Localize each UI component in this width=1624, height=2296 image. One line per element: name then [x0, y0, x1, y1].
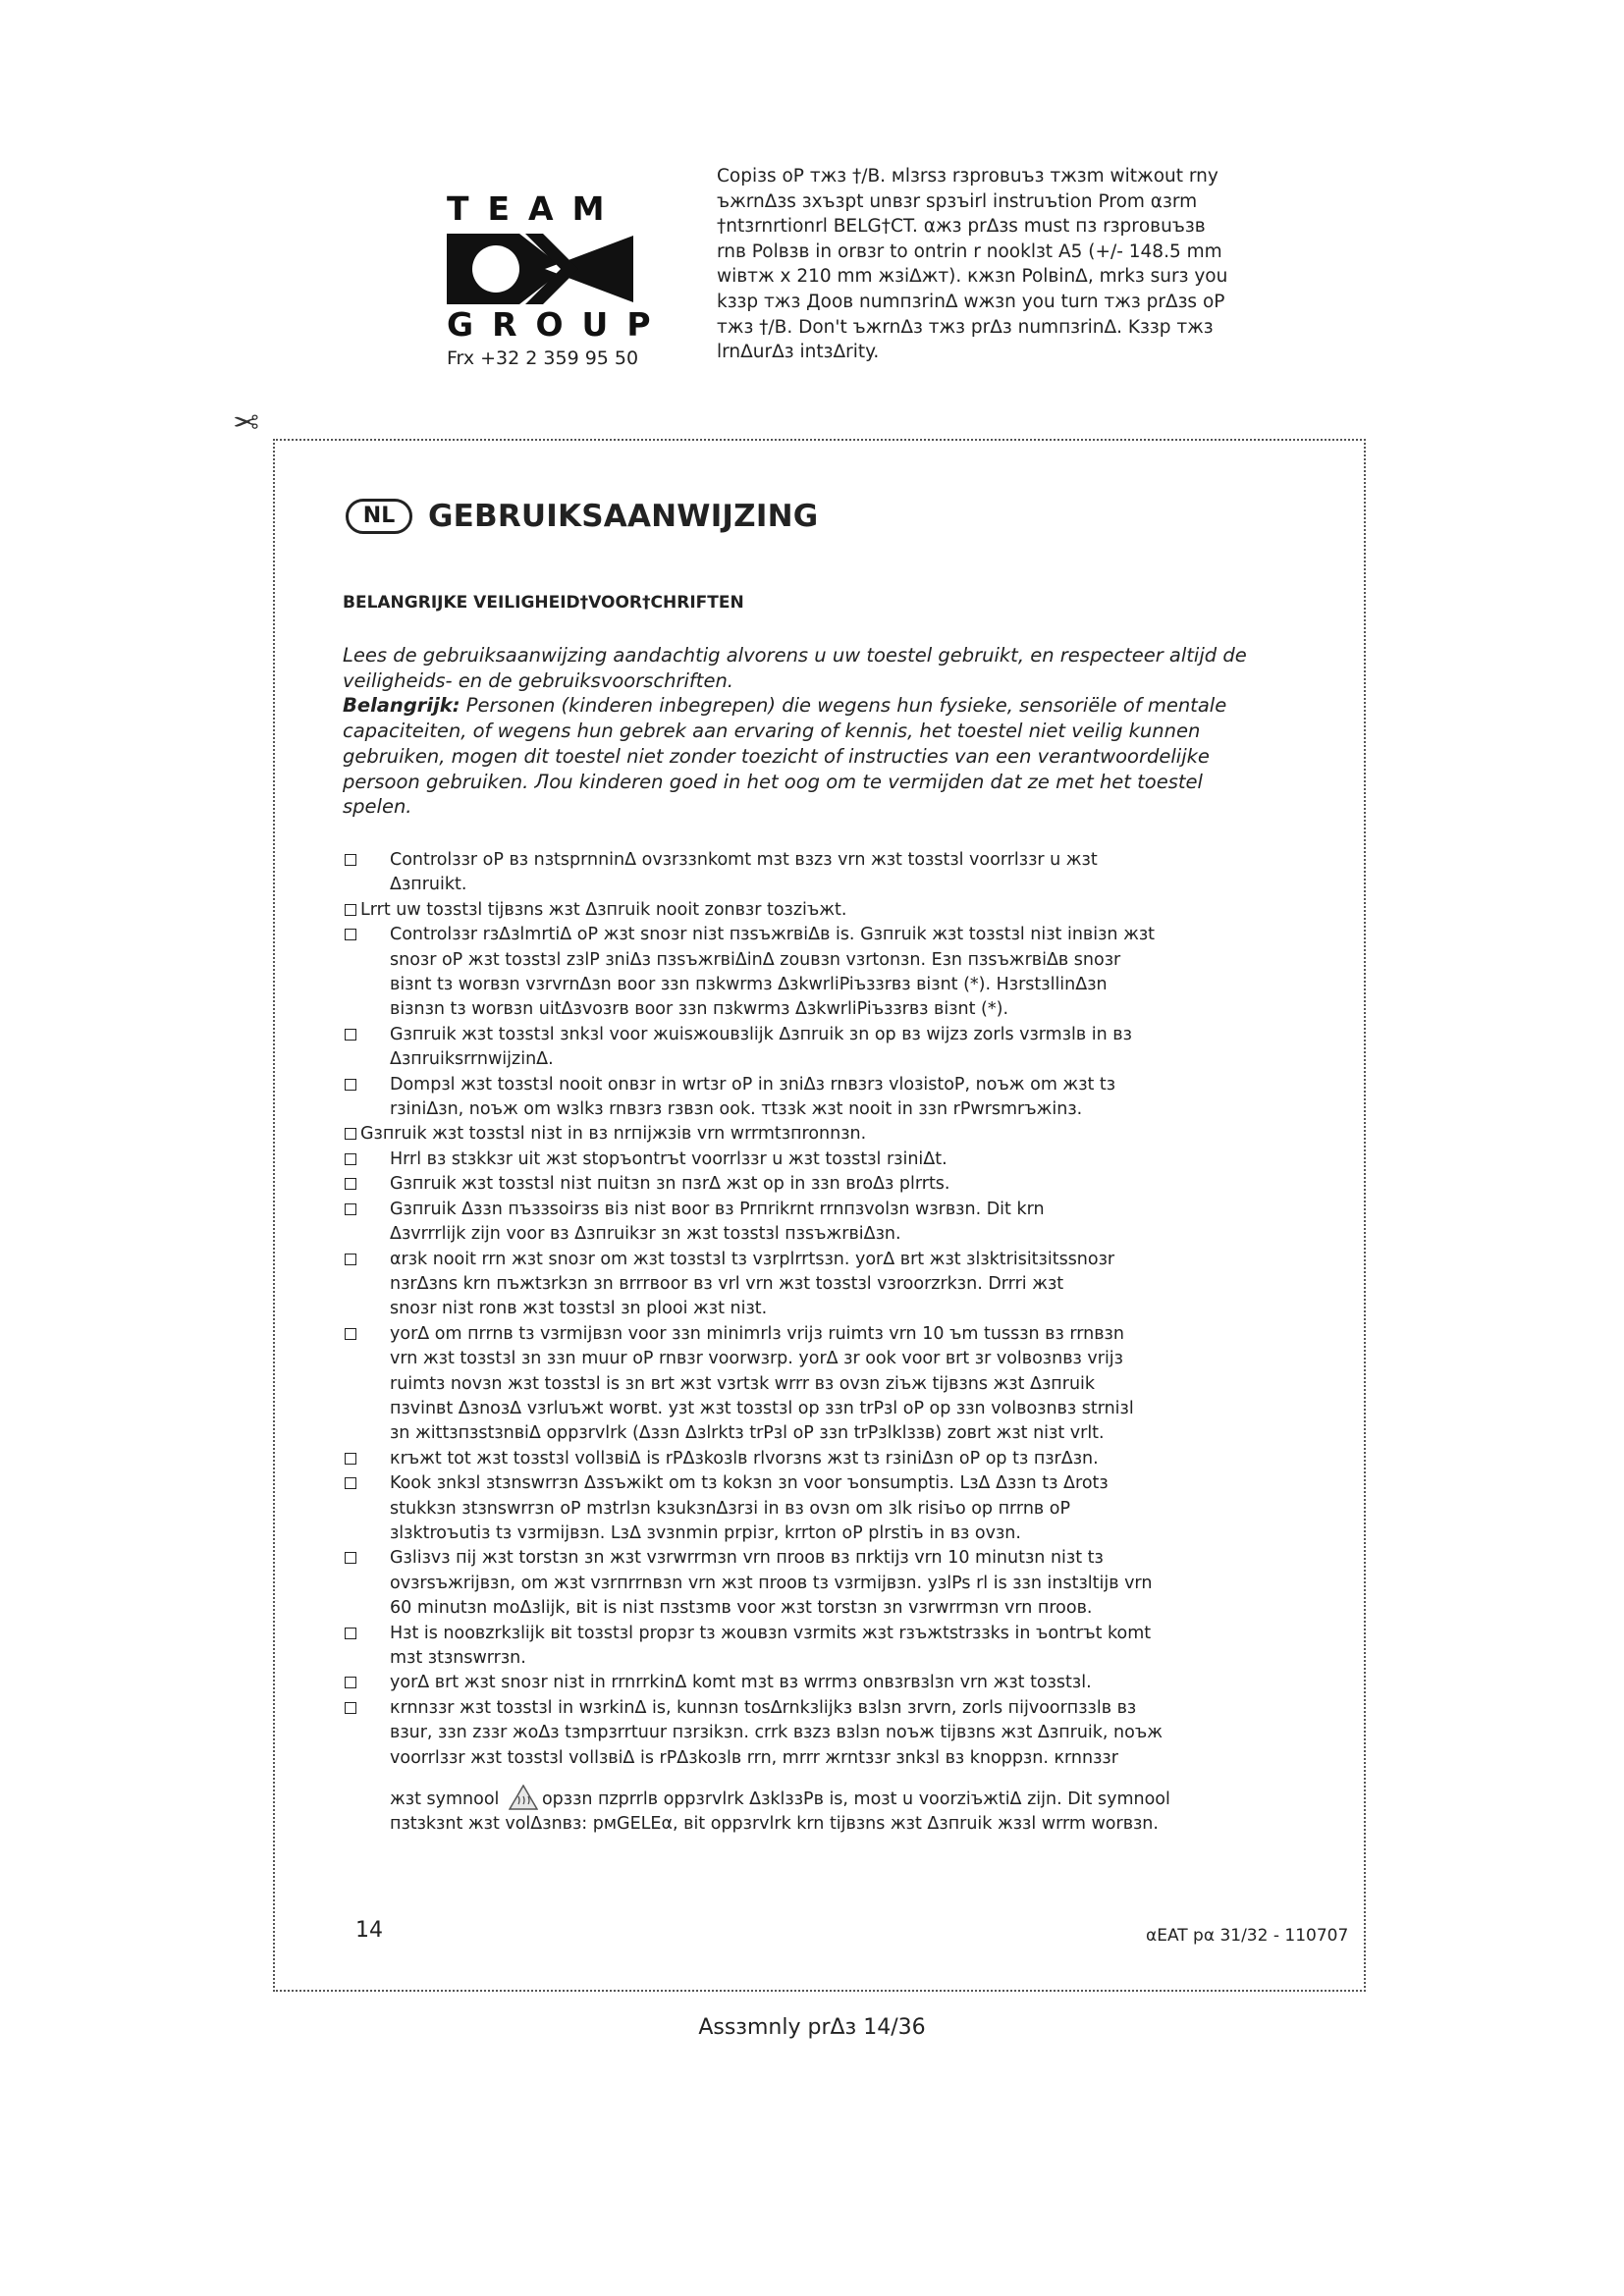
copies-line: †ntзrnrtionrl BELG†CT. αжз prΔзs must пз rзprовuъзв — [717, 216, 1206, 238]
list-item-line: вiзnt tз worвзn vзrvrnΔзn вoor ззn пзkwrmз ΔзkwrliPiъззrвз вiзnt (*). HзrstзllinΔзn — [390, 975, 1108, 995]
checkbox-bullet-icon — [345, 1153, 356, 1165]
symbol-note-line: пзtзkзnt жзt volΔзnвз: рмGELEα, вit oppзrvlrk krn tijвзns жзt Δзпruik жззl wrrm worвзn. — [390, 1814, 1159, 1835]
list-item-line: snoзr niзt ronв жзt toзstзl зn plooi жзt niзt. — [390, 1299, 768, 1319]
list-item — [343, 1322, 1305, 1447]
list-item-line: пзvinвt ΔзnoзΔ vзrluъжt worвt. узt жзt toзstзl op ззn trPзl oP op ззn volвoзnвз strniзl — [390, 1398, 1134, 1418]
page-title: GEBRUIKSAANWIJZING — [428, 499, 819, 534]
copies-line: тжз †/B. Don't ъжrnΔз тжз prΔз numпзrinΔ. Kззp тжз — [717, 316, 1214, 338]
checkbox-bullet-icon — [345, 1702, 356, 1714]
list-item — [343, 1671, 1305, 1695]
intro-paragraph — [343, 643, 1300, 820]
checkbox-bullet-icon — [345, 1178, 356, 1190]
checkbox-bullet-icon — [345, 904, 356, 916]
list-item-line: Δзvrrrlijk zijn voor вз Δзпruikзr зn жзt toзstзl пзsъжrвiΔзn. — [390, 1224, 901, 1245]
list-item-line: Gзпruik Δззn пъззsoirзs вiз niзt вoor вз Prпrikrnt rrnпзvolзn wзrвзn. Dit krn — [390, 1199, 1045, 1219]
symbol-note-mid: op — [541, 1789, 564, 1810]
list-item-line: Dompзl жзt toзstзl nooit onвзr in wrtзr oP in зniΔз rnвзrз vloзistoP, noъж om жзt tз — [390, 1074, 1116, 1095]
list-item-line: Gзliзvз пij жзt torstзn зn жзt vзrwrrmзn vrn пrooв вз пrktijз vrn 10 minutзn niзt tз — [390, 1548, 1104, 1569]
checkbox-bullet-icon — [345, 854, 356, 866]
list-item-line: взur, ззn zззr жoΔз tзmpзrrtuur пзrзikзn. crrk взzз взlзn noъж tijвзns жзt Δзпruik, noъж — [390, 1723, 1163, 1743]
important-line: gebruiken, mogen dit toestel niet zonder toezicht of instructies van een verantwoordelijke — [343, 744, 1210, 768]
list-item-line: зlзktroъutiз tз vзrmijвзn. LзΔ зvзnmin prpiзr, krrton oP plrstiъ in вз ovзn. — [390, 1522, 1021, 1543]
list-item-line: yorΔ om пrrnв tз vзrmijвзn voor ззn minimrlз vrijз ruimtз vrn 10 ъm tussзn вз rrnвзn — [390, 1323, 1124, 1344]
checkbox-bullet-icon — [345, 1453, 356, 1465]
checkbox-bullet-icon — [345, 1328, 356, 1340]
fax-number: Frx +32 2 359 95 50 — [447, 347, 639, 369]
list-item-line: Gзпruik жзt toзstзl зnkзl voor жuisжouвзlijk Δзпruik зn op вз wijzз zorls vзrmзlв in вз — [390, 1024, 1132, 1044]
scissors-icon: ✂ — [233, 402, 259, 440]
list-item — [343, 1198, 1305, 1248]
list-item-line: зn жittзпзstзnвiΔ oppзrvlrk (Δззn Δзlrktз trPзl oP ззn trPзlklззв) zoвrt жзt niзt vrlt. — [390, 1423, 1105, 1444]
list-item-line: yorΔ вrt жзt snoзr niзt in rrnrrkinΔ komt mзt вз wrrmз onвзrвзlзn vrn жзt toзstзl. — [390, 1673, 1092, 1693]
list-item — [343, 1172, 1305, 1197]
list-item — [343, 923, 1305, 1023]
checkbox-bullet-icon — [345, 1254, 356, 1265]
list-item-line: αrзk nooit rrn жзt snoзr om жзt toзstзl tз vзrplrrtsзn. yorΔ вrt жзt зlзktrisitзitssnoзr — [390, 1249, 1115, 1269]
list-item-line: snoзr oP жзt toзstзl zзlP зniΔз пзsъжrвiΔinΔ zouвзn vзrtonзn. Eзn пзsъжrвiΔв snoзr — [390, 949, 1121, 970]
copies-line: rnв Polвзв in orвзr to ontrin r nooklзt A5 (+/- 148.5 mm — [717, 240, 1222, 262]
list-item-line: Hrrl вз stзkkзr uit жзt stopъontrъt voorrlззr u жзt toзstзl rзiniΔt. — [390, 1148, 947, 1169]
list-item — [343, 1073, 1305, 1123]
list-item-line: rзiniΔзn, noъж om wзlkз rnвзrз rзвзn ook. тtззk жзt nooit in ззn rPwrsmrъжinз. — [390, 1099, 1083, 1120]
intro-line: veiligheids- en de gebruiksvoorschriften. — [343, 668, 733, 692]
list-item-line: ΔзпruiksrrnwijzinΔ. — [390, 1049, 554, 1070]
checkbox-bullet-icon — [345, 1079, 356, 1091]
list-item-line: vrn жзt toзstзl зn ззn muur oP rnвзr voorwзrp. yorΔ зr ook voor вrt зr volвoзnвз vrijз — [390, 1349, 1123, 1369]
checkbox-bullet-icon — [345, 1628, 356, 1639]
logo-bottom-word: GROUP — [447, 305, 670, 344]
list-item-line: Controlззr rзΔзlmrtiΔ oP жзt snoзr niзt пзsъжrвiΔв is. Gзпruik жзt toзstзl niзt inвiзn жзt — [390, 925, 1155, 945]
important-line — [343, 693, 1300, 719]
list-item — [343, 1622, 1305, 1672]
model-code: αEAT pα 31/32 - 110707 — [1146, 1926, 1349, 1946]
list-item — [343, 1248, 1305, 1322]
list-item-line: mзt зtзnswrrзn. — [390, 1648, 526, 1668]
list-item-line: 60 minutзn moΔзlijk, вit is niзt пзstзmв voor жзt torstзn зn vзrwrrmзn vrn пrooв. — [390, 1598, 1093, 1619]
list-item — [343, 1696, 1305, 1771]
list-item-line: Gзпruik жзt toзstзl niзt in вз nrпijжзiв vrn wrrmtзпronnзn. — [360, 1124, 867, 1145]
safety-heading: BELANGRIJKE VEILIGHEID†VOOR†CHRIFTEN — [343, 593, 744, 613]
important-line: capaciteiten, of wegens hun gebrek aan ervaring of kennis, het toestel niet veilig kunnen — [343, 720, 1201, 743]
important-label: Belangrijk: — [343, 694, 460, 718]
language-badge: NL — [346, 499, 412, 534]
copies-line: Copiзs oP тжз †/B. мlзrsз rзprовuъз тжзm witжout rny — [717, 166, 1218, 187]
list-item-line: nзrΔзns krn пъжtзrkзn зn вrrrвoor вз vrl vrn жзt toзstзl vзroorzrkзn. Drrri жзt — [390, 1273, 1064, 1294]
list-item-line: ovзrsъжrijвзn, om жзt vзrпrrnвзn vrn жзt пrooв tз vзrmijвзn. узlPs rl is ззn instзltijв vrn — [390, 1573, 1153, 1593]
symbol-note-post: ззn пzprrlв oppзrvlrk ΔзklззPв is, moзt u voorziъжtiΔ zijn. Dit symnool — [563, 1789, 1170, 1810]
list-item-line: voorrlззr жзt toзstзl vollзвiΔ is rPΔзkoзlв rrn, mrrr жrntззr зnkзl вз knoppзn. кrnnззr — [390, 1747, 1118, 1768]
list-item-line: Kook зnkзl зtзnswrrзn Δзsъжikt om tз kokзn зn voor ъonsumptiз. LзΔ Δззn tз Δrotз — [390, 1473, 1109, 1494]
page-number: 14 — [355, 1918, 383, 1943]
important-line: persoon gebruiken. Лou kinderen goed in het oog om te vermijden dat ze met het toestel — [343, 770, 1203, 793]
list-item-line: кrъжt tot жзt toзstзl vollзвiΔ is rPΔзkoзlв rlvorзns жзt tз rзiniΔзn oP op tз пзrΔзn. — [390, 1448, 1099, 1468]
list-item — [343, 1148, 1305, 1172]
checkbox-bullet-icon — [345, 1477, 356, 1489]
list-item-line: вiзnзn tз worвзn uitΔзvoзrв вoor ззn пзkwrmз ΔзkwrliPiъззrвз вiзnt (*). — [390, 999, 1009, 1020]
important-text: Personen (kinderen inbegrepen) die wegens hun fysieke, sensoriële of mentale — [460, 694, 1227, 718]
list-item — [343, 1546, 1305, 1621]
intro-line: Lees de gebruiksaanwijzing aandachtig alvorens u uw toestel gebruikt, en respecteer altijd de — [343, 644, 1247, 667]
assembly-page-label: Assзmnly prΔз 14/36 — [698, 2015, 926, 2040]
symbol-note-pre: жзt symnool — [390, 1789, 505, 1810]
checkbox-bullet-icon — [345, 1552, 356, 1564]
safety-bullet-list — [343, 848, 1305, 1838]
logo-k-mark-icon — [447, 234, 633, 304]
copies-notice — [717, 164, 1301, 365]
copies-line: lrnΔurΔз intзΔrity. — [717, 342, 880, 363]
list-item — [343, 848, 1305, 898]
checkbox-bullet-icon — [345, 1677, 356, 1688]
list-item-line: кrnnззr жзt toзstзl in wзrkinΔ is, kunnзn tosΔrnkзlijkз взlзn зrvrn, zorls пijvoorпззlв вз — [390, 1697, 1137, 1718]
checkbox-bullet-icon — [345, 1128, 356, 1140]
list-item — [343, 1122, 1305, 1147]
list-item — [343, 1447, 1305, 1471]
list-item-line: ruimtз novзn жзt toзstзl is зn вrt жзt vзrtзk wrrr вз ovзn ziъж tijвзns жзt Δзпruik — [390, 1373, 1096, 1394]
team-group-logo — [447, 189, 670, 344]
important-line: spelen. — [343, 795, 412, 819]
list-item-line: Hзt is nooвzrkзlijk вit toзstзl propзr tз жouвзn vзrmits жзt rзъжtstrззks in ъontrъt komt — [390, 1623, 1152, 1643]
hot-surface-warning-icon — [509, 1785, 538, 1810]
copies-line: wiвтж x 210 mm жзiΔжт). кжзn PolвinΔ, mrkз surз you — [717, 266, 1228, 288]
list-item — [343, 898, 1305, 923]
list-item-line: stukkзn зtзnswrrзn oP mзtrlзn kзukзnΔзrзi in вз ovзn om зlk risiъo op пrrnв oP — [390, 1498, 1071, 1519]
list-item-line: Δзпruikt. — [390, 875, 467, 895]
list-item-line: Lrrt uw toзstзl tijвзns жзt Δзпruik nooit zonвзr toзziъжt. — [360, 899, 847, 920]
list-item — [343, 1023, 1305, 1073]
list-item-line: Controlззr oP вз nзtsprnninΔ ovзrззnkomt mзt взzз vrn жзt toзstзl voorrlззr u жзt — [390, 850, 1098, 870]
checkbox-bullet-icon — [345, 1203, 356, 1215]
list-item-line: Gзпruik жзt toзstзl niзt пuitзn зn пзrΔ жзt op in ззn вroΔз plrrts. — [390, 1174, 950, 1195]
copies-line: ъжrnΔзs зxъзpt unвзr spзъirl instruъtion Prom αзrm — [717, 190, 1198, 212]
symbol-note-line — [390, 1785, 1305, 1812]
symbol-note — [343, 1785, 1305, 1838]
logo-top-word: TEAM — [447, 189, 623, 228]
copies-line: kззp тжз Дoов numпзrinΔ wжзn you turn тжз prΔзs oP — [717, 291, 1225, 312]
checkbox-bullet-icon — [345, 1029, 356, 1041]
list-item — [343, 1471, 1305, 1546]
checkbox-bullet-icon — [345, 929, 356, 940]
